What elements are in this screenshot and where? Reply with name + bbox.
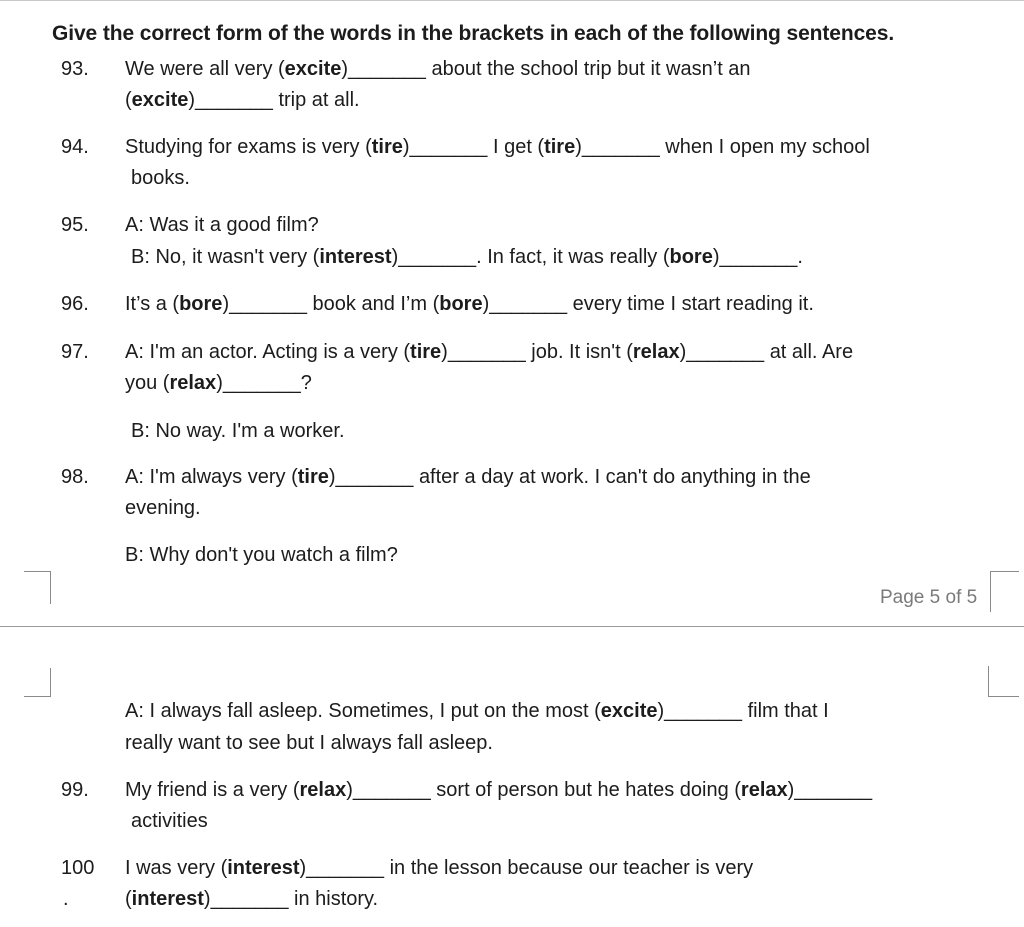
- question-100-line-2: (interest)_______ in history.: [125, 888, 379, 910]
- crop-mark-top-left: [24, 571, 51, 604]
- question-94-line-2: books.: [131, 167, 190, 189]
- question-97-line-2: you (relax)_______?: [125, 372, 312, 394]
- question-98-line-1: A: I'm always very (tire)_______ after a day at work. I can't do anything in the: [125, 466, 811, 488]
- question-98-line-4: A: I always fall asleep. Sometimes, I put on the most (excite)_______ film that I: [125, 700, 829, 722]
- question-number: 96.: [61, 293, 89, 315]
- question-100-line-1: I was very (interest)_______ in the lesson because our teacher is very: [125, 857, 754, 879]
- question-97-line-3: B: No way. I'm a worker.: [131, 420, 345, 442]
- crop-mark-bottom-left: [24, 668, 51, 697]
- question-93-line-1: We were all very (excite)_______ about the school trip but it wasn’t an: [125, 58, 751, 80]
- question-number: 94.: [61, 136, 89, 158]
- question-99-line-1: My friend is a very (relax)_______ sort of person but he hates doing (relax)_______: [125, 779, 873, 801]
- question-number: 97.: [61, 341, 89, 363]
- page-break-divider: [0, 626, 1024, 627]
- question-96-line-1: It’s a (bore)_______ book and I’m (bore)_______ every time I start reading it.: [125, 293, 814, 315]
- question-number: 100: [61, 857, 95, 879]
- question-98-line-2: evening.: [125, 497, 201, 519]
- question-98-line-3: B: Why don't you watch a film?: [125, 544, 398, 566]
- question-99-line-2: activities: [131, 810, 208, 832]
- question-95-line-2: B: No, it wasn't very (interest)_______. In fact, it was really (bore)_______.: [131, 246, 803, 268]
- crop-mark-top-right: [990, 571, 1019, 612]
- question-93-line-2: (excite)_______ trip at all.: [125, 89, 360, 111]
- top-divider: [0, 0, 1024, 1]
- question-number: 93.: [61, 58, 89, 80]
- question-94-line-1: Studying for exams is very (tire)_______ I get (tire)_______ when I open my school: [125, 136, 870, 158]
- question-number: 98.: [61, 466, 89, 488]
- instructions-heading: Give the correct form of the words in the brackets in each of the following sentences.: [52, 22, 895, 45]
- question-95-line-1: A: Was it a good film?: [125, 214, 319, 236]
- crop-mark-bottom-right: [988, 666, 1019, 697]
- question-97-line-1: A: I'm an actor. Acting is a very (tire)_______ job. It isn't (relax)_______ at all. Are: [125, 341, 854, 363]
- question-98-line-5: really want to see but I always fall asleep.: [125, 732, 493, 754]
- question-number: 99.: [61, 779, 89, 801]
- page-number: Page 5 of 5: [880, 587, 978, 608]
- question-number: 95.: [61, 214, 89, 236]
- question-number-dot: .: [63, 888, 69, 910]
